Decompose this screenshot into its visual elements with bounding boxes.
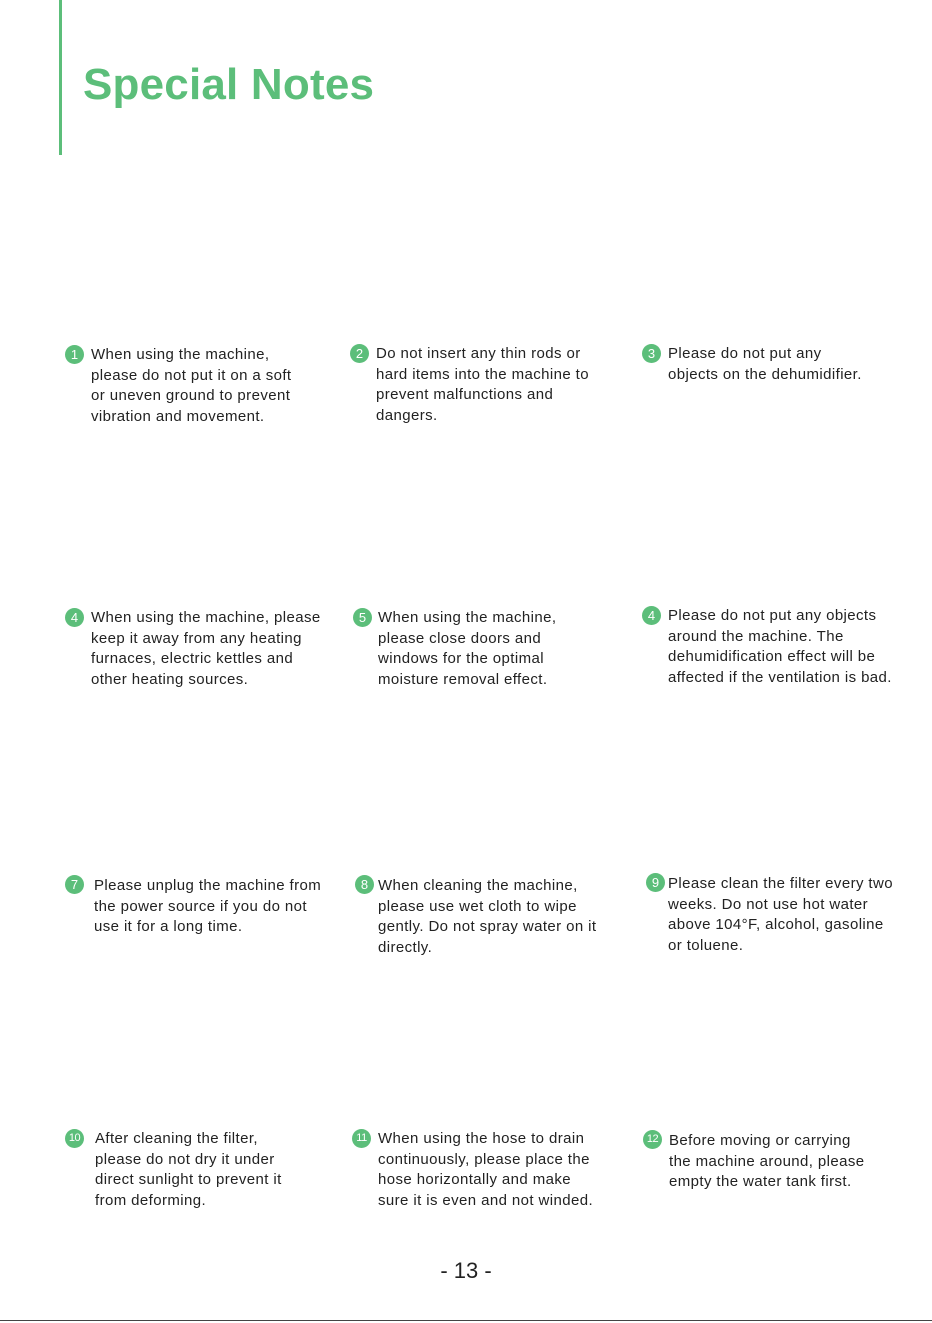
note-text: After cleaning the filter, please do not dry it under direct sunlight to prevent it from deforming. — [95, 1130, 282, 1209]
page-number: - 13 - — [440, 1258, 492, 1283]
note-number-badge: 10 — [65, 1129, 84, 1148]
page-title: Special Notes — [83, 60, 375, 109]
title-accent-bar — [59, 0, 62, 155]
note-number-badge: 2 — [350, 344, 369, 363]
note-number-badge: 7 — [65, 875, 84, 894]
note-text: When cleaning the machine, please use wet cloth to wipe gently. Do not spray water on it directly. — [378, 877, 597, 956]
note-number-badge: 5 — [353, 608, 372, 627]
note-number-badge: 12 — [643, 1130, 662, 1149]
note-text: When using the machine, please keep it away from any heating furnaces, electric kettles and other heating sources. — [91, 609, 321, 688]
note-number-badge: 8 — [355, 875, 374, 894]
bottom-divider — [0, 1320, 932, 1321]
note-number-badge: 4 — [65, 608, 84, 627]
note-text: Please clean the filter every two weeks. Do not use hot water above 104°F, alcohol, gasoline or toluene. — [668, 875, 893, 954]
note-text: Please do not put any objects on the dehumidifier. — [668, 345, 862, 383]
note-text: When using the machine, please close doors and windows for the optimal moisture removal effect. — [378, 609, 557, 688]
note-number-badge: 9 — [646, 873, 665, 892]
note-text: When using the machine, please do not put it on a soft or uneven ground to prevent vibration and movement. — [91, 346, 292, 425]
note-number-badge: 11 — [352, 1129, 371, 1148]
note-number-badge: 4 — [642, 606, 661, 625]
note-text: When using the hose to drain continuously, please place the hose horizontally and make sure it is even and not winded. — [378, 1130, 594, 1209]
note-number-badge: 1 — [65, 345, 84, 364]
note-text: Please do not put any objects around the machine. The dehumidification effect will be affected if the ventilation is bad. — [668, 607, 892, 686]
note-text: Do not insert any thin rods or hard items into the machine to prevent malfunctions and dangers. — [376, 345, 589, 424]
note-text: Please unplug the machine from the power source if you do not use it for a long time. — [94, 877, 322, 935]
note-number-badge: 3 — [642, 344, 661, 363]
note-text: Before moving or carrying the machine around, please empty the water tank first. — [669, 1132, 865, 1190]
